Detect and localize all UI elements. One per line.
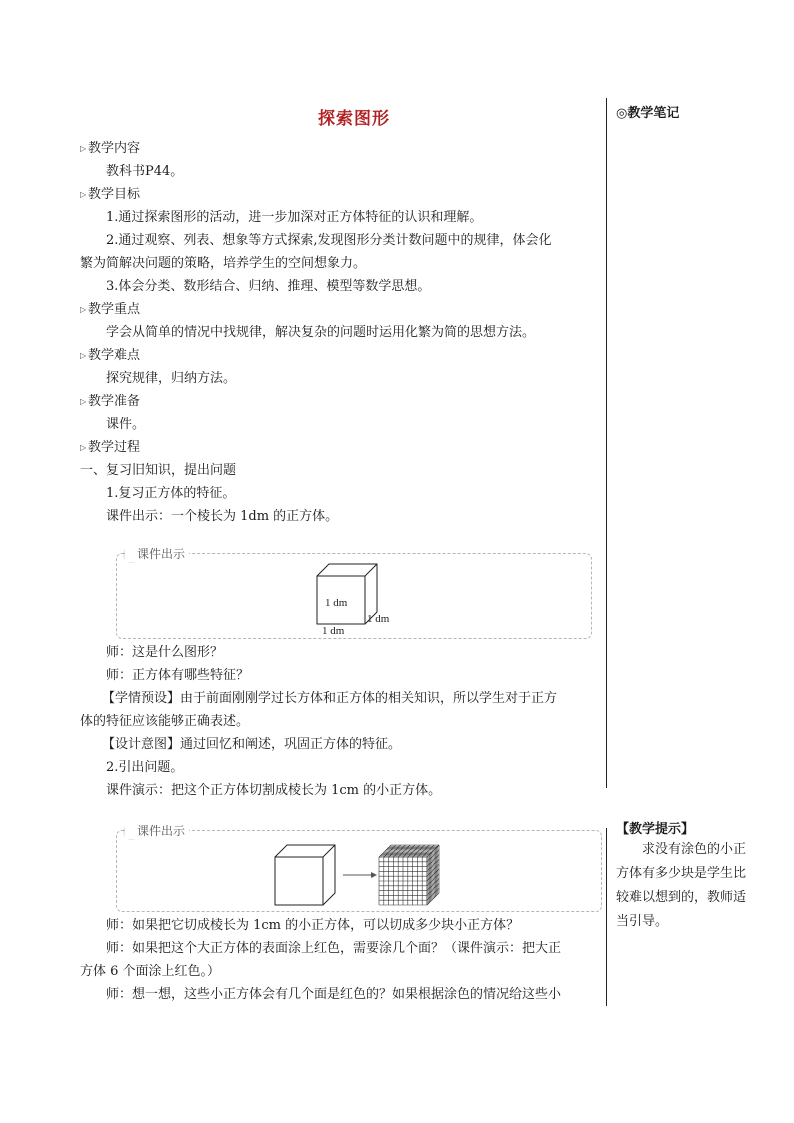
- courseware-label: 课件出示: [125, 545, 189, 562]
- page-title: 探索图形: [318, 109, 390, 129]
- section-goals: ▷ 教学目标: [80, 187, 141, 202]
- tip-text: 求没有涂色的小正方体有多少块是学生比较难以想到的，教师适当引导。: [616, 842, 747, 929]
- courseware-box-1: [116, 547, 592, 639]
- design-note: 【设计意图】通过回忆和阐述，巩固正方体的特征。: [102, 737, 402, 752]
- section-content: ▷ 教学内容: [80, 141, 141, 156]
- difficulty-body: 探究规律，归纳方法。: [106, 371, 237, 386]
- section-difficulty: ▷ 教学难点: [80, 348, 141, 363]
- goal-item: 3.体会分类、数形结合、归纳、推理、模型等数学思想。: [106, 279, 431, 294]
- goal-item: 2.通过观察、列表、想象等方式探索,发现图形分类计数问题中的规律，体会化: [106, 233, 552, 248]
- process-line: 课件演示：把这个正方体切割成棱长为 1cm 的小正方体。: [106, 783, 442, 798]
- process-line: 师：如果把它切成棱长为 1cm 的小正方体，可以切成多少块小正方体？: [106, 918, 520, 933]
- process-line: 师：正方体有哪些特征？: [106, 668, 250, 683]
- margin-divider: [606, 98, 607, 788]
- section-process: ▷ 教学过程: [80, 440, 141, 455]
- triangle-bullet-icon: ▷: [80, 190, 87, 199]
- design-note: 【学情预设】由于前面刚刚学过长方体和正方体的相关知识，所以学生对于正方: [102, 691, 558, 706]
- courseware-label: 课件出示: [125, 822, 189, 839]
- process-line: 师：如果把这个大正方体的表面涂上红色，需要涂几个面？（课件演示：把大正: [106, 941, 562, 956]
- process-line: 2.引出问题。: [106, 760, 184, 775]
- process-line: 师：这是什么图形？: [106, 645, 224, 660]
- process-line: 1.复习正方体的特征。: [106, 486, 236, 501]
- notes-heading: ◎教学笔记: [616, 106, 680, 121]
- process-line: 课件出示：一个棱长为 1dm 的正方体。: [106, 509, 339, 524]
- margin-divider-lower: [606, 828, 607, 1006]
- cube-figure: [117, 554, 591, 638]
- cube-cut-figure: [117, 831, 601, 911]
- goal-item: 1.通过探索图形的活动，进一步加深对正方体特征的认识和理解。: [106, 210, 483, 225]
- triangle-bullet-icon: ▷: [80, 351, 87, 360]
- section-key: ▷ 教学重点: [80, 302, 141, 317]
- key-body: 学会从简单的情况中找规律，解决复杂的问题时运用化繁为简的思想方法。: [106, 325, 536, 340]
- process-line-cont: 方体 6 个面涂上红色。）: [80, 964, 221, 979]
- bottom-label: 1 dm: [322, 625, 345, 637]
- goal-item-cont: 繁为简解决问题的策略，培养学生的空间想象力。: [80, 256, 367, 271]
- triangle-bullet-icon: ▷: [80, 443, 87, 452]
- front-label: 1 dm: [325, 597, 348, 609]
- triangle-bullet-icon: ▷: [80, 305, 87, 314]
- prep-body: 课件。: [106, 417, 146, 432]
- section-prep: ▷ 教学准备: [80, 394, 141, 409]
- triangle-bullet-icon: ▷: [80, 144, 87, 153]
- tip-heading: 【教学提示】: [616, 822, 695, 837]
- content-body: 教科书P44。: [106, 164, 184, 179]
- process-line: 师：想一想，这些小正方体会有几个面是红色的？如果根据涂色的情况给这些小: [106, 987, 562, 1002]
- process-part-heading: 一、复习旧知识，提出问题: [80, 463, 237, 478]
- triangle-bullet-icon: ▷: [80, 397, 87, 406]
- arrow-right-icon: [343, 872, 377, 878]
- courseware-box-2: [116, 824, 602, 912]
- design-note-cont: 体的特征应该能够正确表述。: [80, 714, 250, 729]
- side-label: 1 dm: [367, 613, 390, 625]
